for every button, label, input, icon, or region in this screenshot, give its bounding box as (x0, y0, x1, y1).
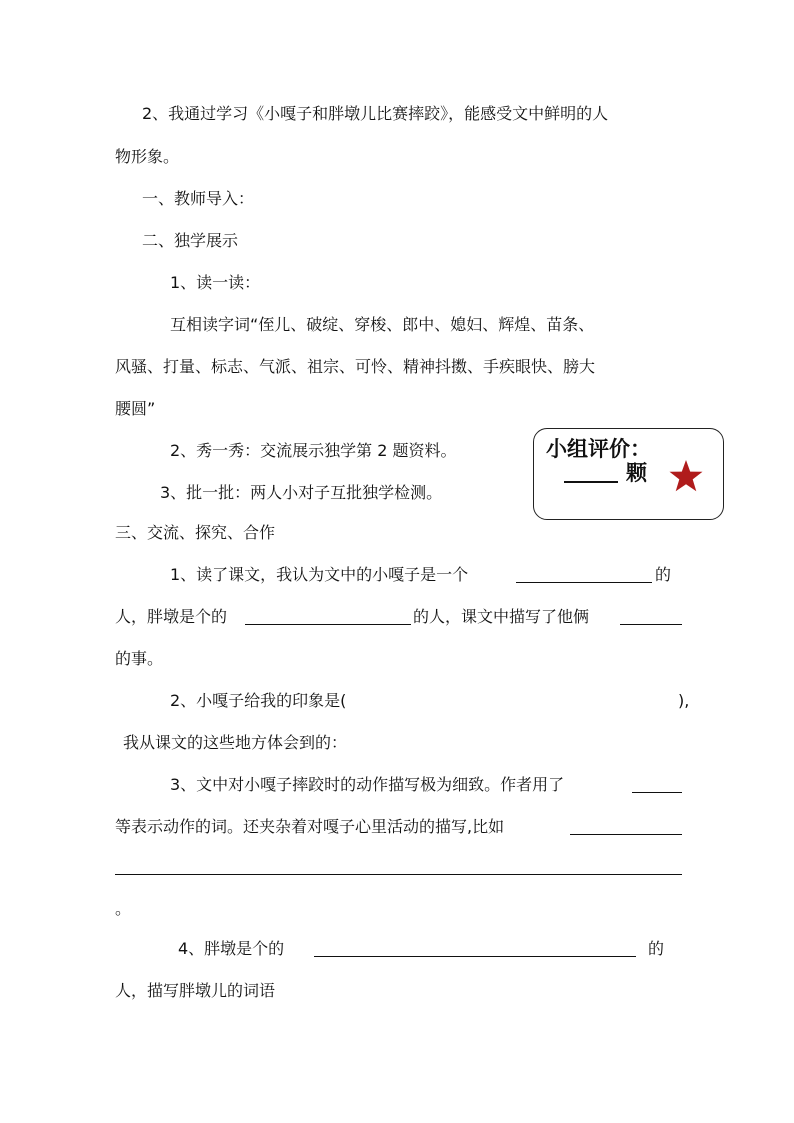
question-1-part-d: 的人，课文中描写了他俩 (413, 607, 590, 626)
question-3-part-a: 3、文中对小嘎子摔跤时的动作描写极为细致。作者用了 (170, 775, 565, 794)
objective-line-1: 2、我通过学习《小嘎子和胖墩儿比赛摔跤》，能感受文中鲜明的人 (142, 104, 609, 123)
section-teacher-intro: 一、教师导入： (142, 189, 255, 208)
section-independent-study: 二、独学展示 (142, 231, 239, 250)
words-line-3: 腰圆” (115, 399, 156, 418)
question-4-part-b: 的 (648, 939, 665, 958)
question-3-blank-1[interactable] (632, 792, 682, 793)
star-unit-label: 颗 (626, 461, 647, 485)
question-1-part-e: 的事。 (115, 649, 164, 668)
question-1-blank-2[interactable] (245, 624, 411, 625)
item-read: 1、读一读： (170, 273, 261, 292)
question-3-blank-3[interactable] (115, 874, 682, 875)
question-3-blank-2[interactable] (570, 834, 682, 835)
group-evaluation-title: 小组评价： (546, 437, 651, 461)
question-4-part-c: 人，描写胖墩儿的词语 (115, 981, 276, 1000)
question-4-part-a: 4、胖墩是个的 (178, 939, 285, 958)
question-2-part-c: 我从课文的这些地方体会到的： (123, 733, 348, 752)
question-2-part-b: ), (678, 691, 690, 710)
item-check: 3、批一批：两人小对子互批独学检测。 (160, 483, 443, 502)
group-evaluation-box (533, 428, 724, 520)
question-1-part-c: 人，胖墩是个的 (115, 607, 228, 626)
objective-line-2: 物形象。 (115, 147, 180, 166)
question-1-part-a: 1、读了课文，我认为文中的小嘎子是一个 (170, 565, 469, 584)
question-1-blank-1[interactable] (516, 582, 652, 583)
question-1-part-b: 的 (655, 565, 672, 584)
item-show: 2、秀一秀：交流展示独学第 2 题资料。 (170, 441, 457, 460)
words-line-1: 互相读字词“侄儿、破绽、穿梭、郎中、媳妇、辉煌、苗条、 (170, 315, 595, 334)
star-count-blank[interactable] (564, 481, 618, 483)
question-4-blank[interactable] (314, 956, 636, 957)
star-icon (668, 459, 704, 493)
words-line-2: 风骚、打量、标志、气派、祖宗、可怜、精神抖擞、手疾眼快、膀大 (115, 357, 596, 376)
question-1-blank-3[interactable] (620, 624, 682, 625)
section-discuss-explore: 三、交流、探究、合作 (115, 523, 276, 542)
question-3-part-b: 等表示动作的词。还夹杂着对嘎子心里活动的描写,比如 (115, 817, 505, 836)
question-3-end: 。 (115, 899, 132, 918)
question-2-part-a: 2、小嘎子给我的印象是( (170, 691, 347, 710)
